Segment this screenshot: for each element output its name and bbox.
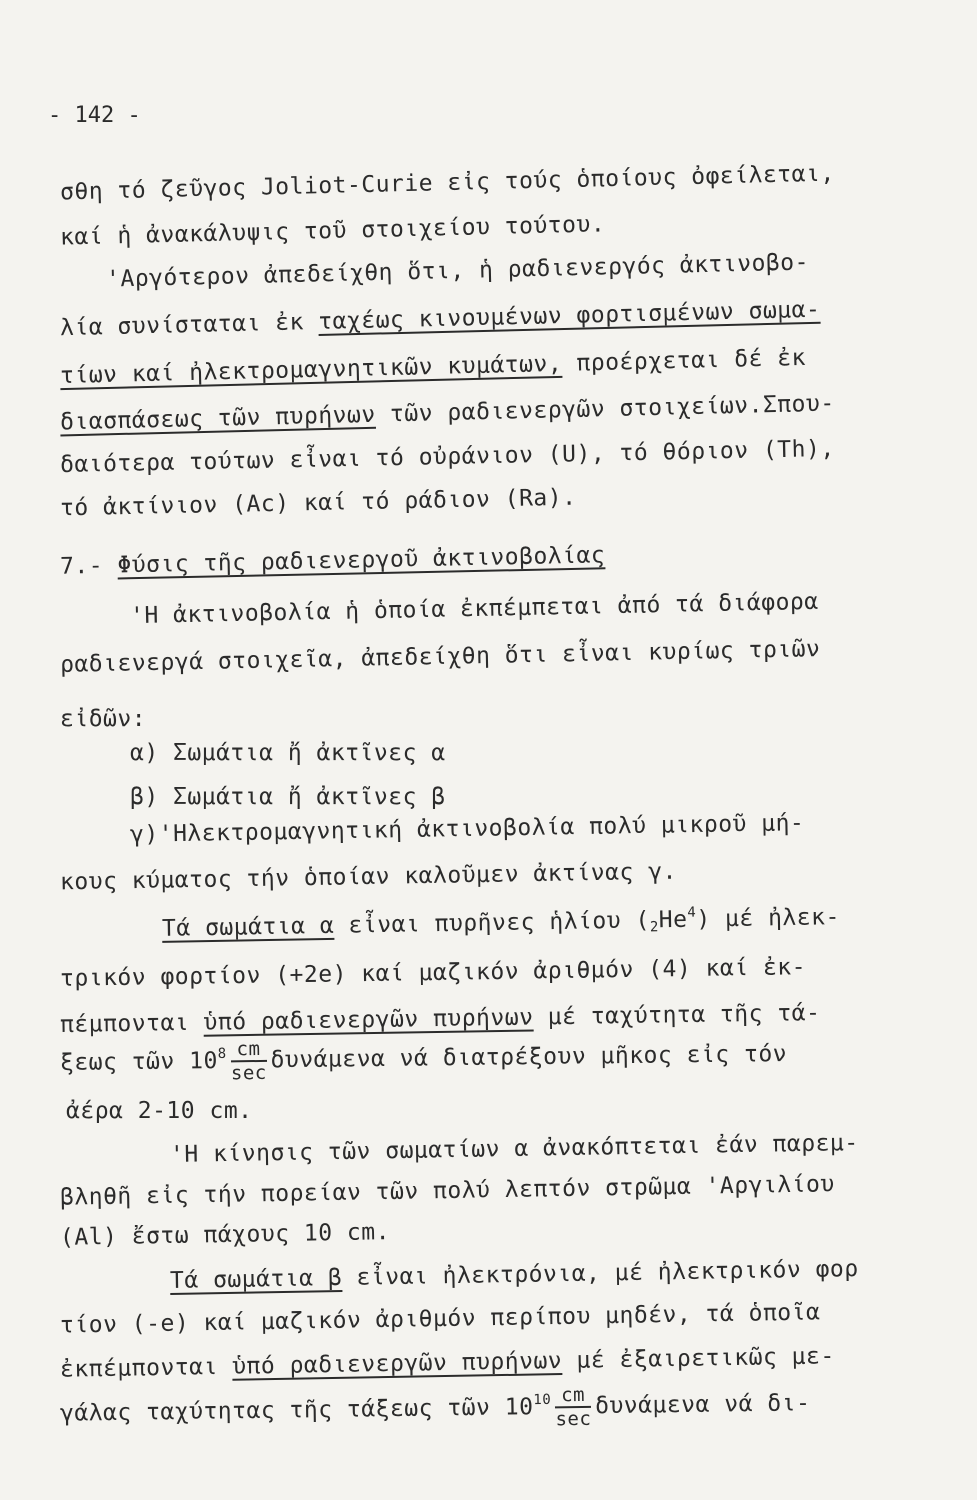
text-line: 'Η ἀκτινοβολία ἡ ὁποία ἐκπέμπεται ἀπό τά διάφορα <box>129 588 819 630</box>
text-line: λία συνίσταται ἐκ ταχέως κινουμένων φορτισμένων σωμα- <box>59 296 821 342</box>
section-heading-title: Φύσις τῆς ραδιενεργοῦ ἀκτινοβολίας <box>117 542 606 579</box>
text-line: βληθῆ εἰς τήν πορείαν τῶν πολύ λεπτόν στρῶμα 'Αργιλίου <box>59 1171 835 1211</box>
text-line: δαιότερα τούτων εἶναι τό οὐράνιον (U), τό θόριον (Th), <box>59 435 835 479</box>
underlined-phrase: ὑπό ραδιενεργῶν πυρήνων <box>203 1004 534 1036</box>
underlined-phrase: ταχέως κινουμένων φορτισμένων σωμα- <box>317 296 821 335</box>
section-heading: 7.- Φύσις τῆς ραδιενεργοῦ ἀκτινοβολίας <box>59 542 606 580</box>
text-line: Τά σωμάτια β εἶναι ἠλεκτρόνια, μέ ἠλεκτρικόν φορ <box>169 1255 859 1295</box>
text-line: κους κύματος τήν ὁποίαν καλοῦμεν ἀκτίνας γ. <box>59 858 678 896</box>
text-line: Τά σωμάτια α εἶναι πυρῆνες ἡλίου $(_2He^4)$ μέ ἠλεκ- <box>161 904 841 942</box>
text-line: ραδιενεργά στοιχεῖα, ἀπεδείχθη ὅτι εἶναι κυρίως τριῶν <box>59 636 821 678</box>
fraction-cm-per-sec: $\frac{cm}{\sec}$ <box>555 1383 592 1431</box>
underlined-phrase: ὑπό ραδιενεργῶν πυρήνων <box>231 1347 563 1380</box>
text-line: 'Η κίνησις τῶν σωματίων α ἀνακόπτεται ἐάν παρεμ- <box>169 1129 859 1169</box>
text-line: τίον (-e) καί μαζικόν ἀριθμόν περίπου μηδέν, τά ὁποῖα <box>59 1299 821 1339</box>
underlined-phrase: Τά σωμάτια β <box>169 1265 343 1295</box>
fraction-cm-per-sec: $\frac{cm}{\sec}$ <box>230 1037 267 1085</box>
text-line: πέμπονται ὑπό ραδιενεργῶν πυρήνων μέ ταχύτητα τῆς τά- <box>59 1000 821 1038</box>
underlined-phrase: τίων καί ἠλεκτρομαγνητικῶν κυμάτων, <box>59 350 563 390</box>
list-item: α) Σωμάτια ἤ ἀκτῖνες α <box>130 740 446 766</box>
text-line: (Al) ἔστω πάχους 10 cm. <box>59 1219 391 1251</box>
text-line: ξεως τῶν $10^8$ $\frac{cm}{\sec}$ δυνάμενα νά διατρέξουν μῆκος εἰς τόν <box>59 1037 788 1085</box>
underlined-phrase: διασπάσεως τῶν πυρήνων <box>59 401 376 436</box>
text-line: τίων καί ἠλεκτρομαγνητικῶν κυμάτων, προέρχεται δέ ἐκ <box>59 344 807 390</box>
page-number: - 142 - <box>48 103 141 128</box>
text-line: γάλας ταχύτητας τῆς τάξεως τῶν $10^{10}$ $\frac{cm}{\sec}$ δυνάμενα νά δι- <box>59 1383 811 1431</box>
text-line: ἀέρα 2-10 cm. <box>66 1098 253 1124</box>
text-line: τρικόν φορτίον (+2e) καί μαζικόν ἀριθμόν (4) καί ἐκ- <box>59 954 807 992</box>
text-line: εἰδῶν: <box>60 706 147 732</box>
list-item: γ)'Ηλεκτρομαγνητική ἀκτινοβολία πολύ μικροῦ μή- <box>129 810 805 848</box>
text-line: σθη τό ζεῦγος Joliot-Curie εἰς τούς ὁποίους ὀφείλεται, <box>59 160 835 206</box>
underlined-phrase: Τά σωμάτια α <box>161 912 335 942</box>
text-line: ἐκπέμπονται ὑπό ραδιενεργῶν πυρήνων μέ ἐξαιρετικῶς με- <box>59 1343 835 1383</box>
text-line: τό ἀκτίνιον (Ac) καί τό ράδιον (Ra). <box>59 484 577 522</box>
text-line: διασπάσεως τῶν πυρήνων τῶν ραδιενεργῶν στοιχείων.Σπου- <box>59 390 835 436</box>
list-item: β) Σωμάτια ἤ ἀκτῖνες β <box>130 784 446 810</box>
text-line: 'Αργότερον ἀπεδείχθη ὅτι, ἡ ραδιενεργός ἀκτινοβο- <box>105 249 810 293</box>
text-line: καί ἡ ἀνακάλυψις τοῦ στοιχείου τούτου. <box>59 211 606 251</box>
